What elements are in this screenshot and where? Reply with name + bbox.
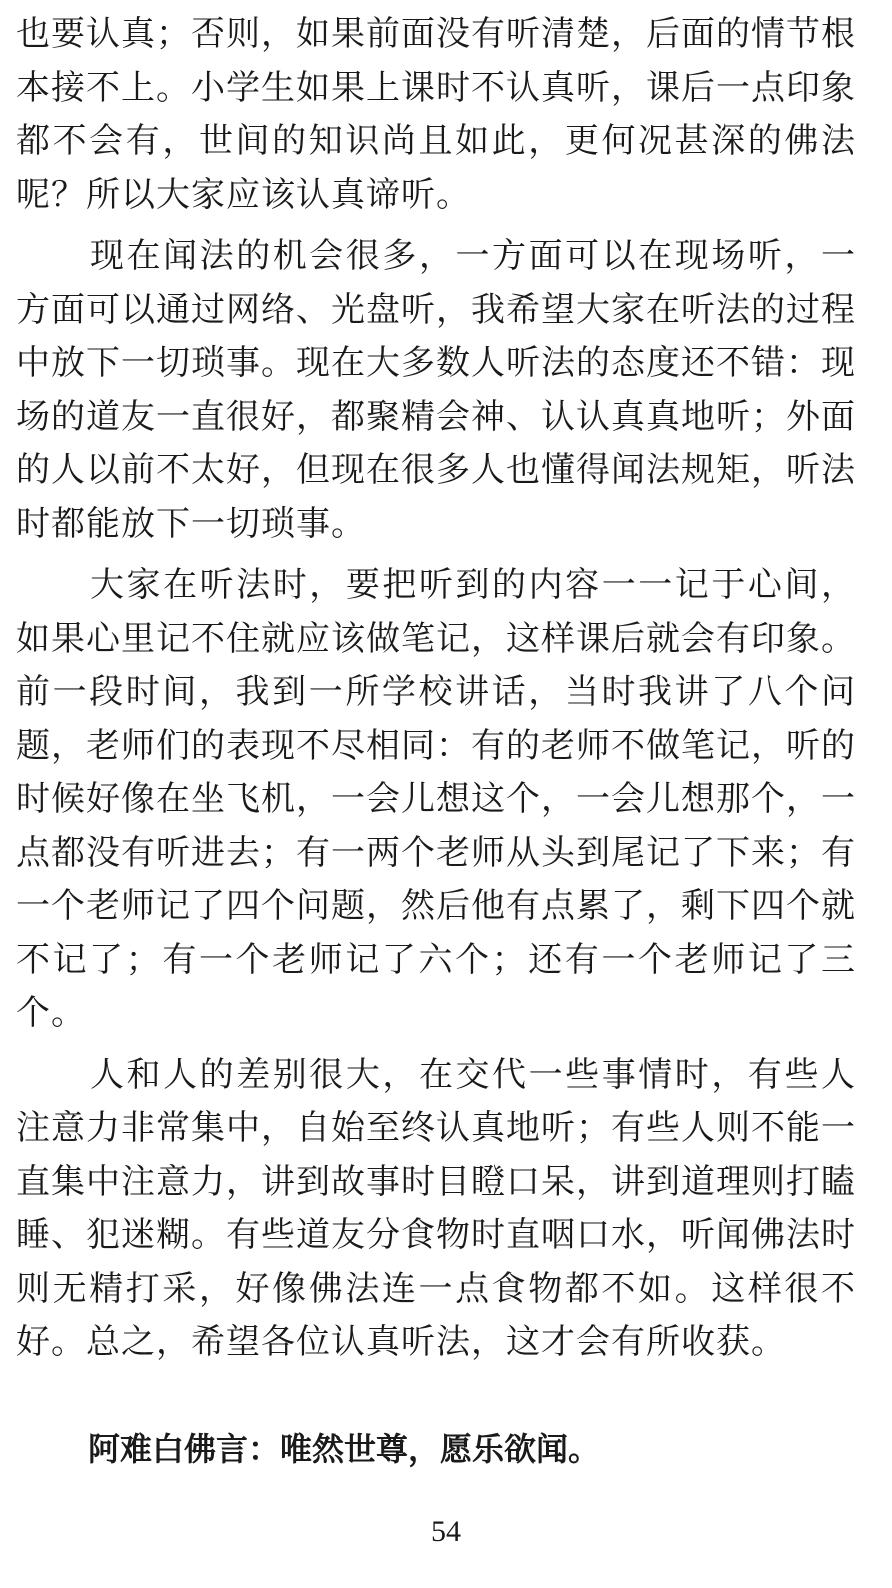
paragraph-note-taking: 大家在听法时，要把听到的内容一一记于心间，如果心里记不住就应该做笔记，这样课后就会有印象。前一段时间，我到一所学校讲话，当时我讲了八个问题，老师们的表现不尽相同：有的老师不做笔记，听的时候好像在坐飞机，一会儿想这个，一会儿想那个，一点都没有听进去；有一两个老师从头到尾记了下来；有一个老师记了四个问题，然后他有点累了，剩下四个就不记了；有一个老师记了六个；还有一个老师记了三个。 [16,565,856,1033]
body-text [16,8,856,1378]
scripture-quote: 阿难白佛言：唯然世尊，愿乐欲闻。 [88,1430,601,1468]
paragraph-attention-differences: 人和人的差别很大，在交代一些事情时，有些人注意力非常集中，自始至终认真地听；有些人则不能一直集中注意力，讲到故事时目瞪口呆，讲到道理则打瞌睡、犯迷糊。有些道友分食物时直咽口水，听闻佛法时则无精打采，好像佛法连一点食物都不如。这样很不好。总之，希望各位认真听法，这才会有所收获。 [16,1054,856,1362]
paragraph-continuation: 也要认真；否则，如果前面没有听清楚，后面的情节根本接不上。小学生如果上课时不认真听，课后一点印象都不会有，世间的知识尚且如此，更何况甚深的佛法呢？所以大家应该认真谛听。 [16,14,856,215]
page-number: 54 [431,1515,461,1548]
paragraph-dharma-opportunities: 现在闻法的机会很多，一方面可以在现场听，一方面可以通过网络、光盘听，我希望大家在听法的过程中放下一切琐事。现在大多数人听法的态度还不错：现场的道友一直很好，都聚精会神、认认真真地听；外面的人以前不太好，但现在很多人也懂得闻法规矩，听法时都能放下一切琐事。 [16,236,856,544]
